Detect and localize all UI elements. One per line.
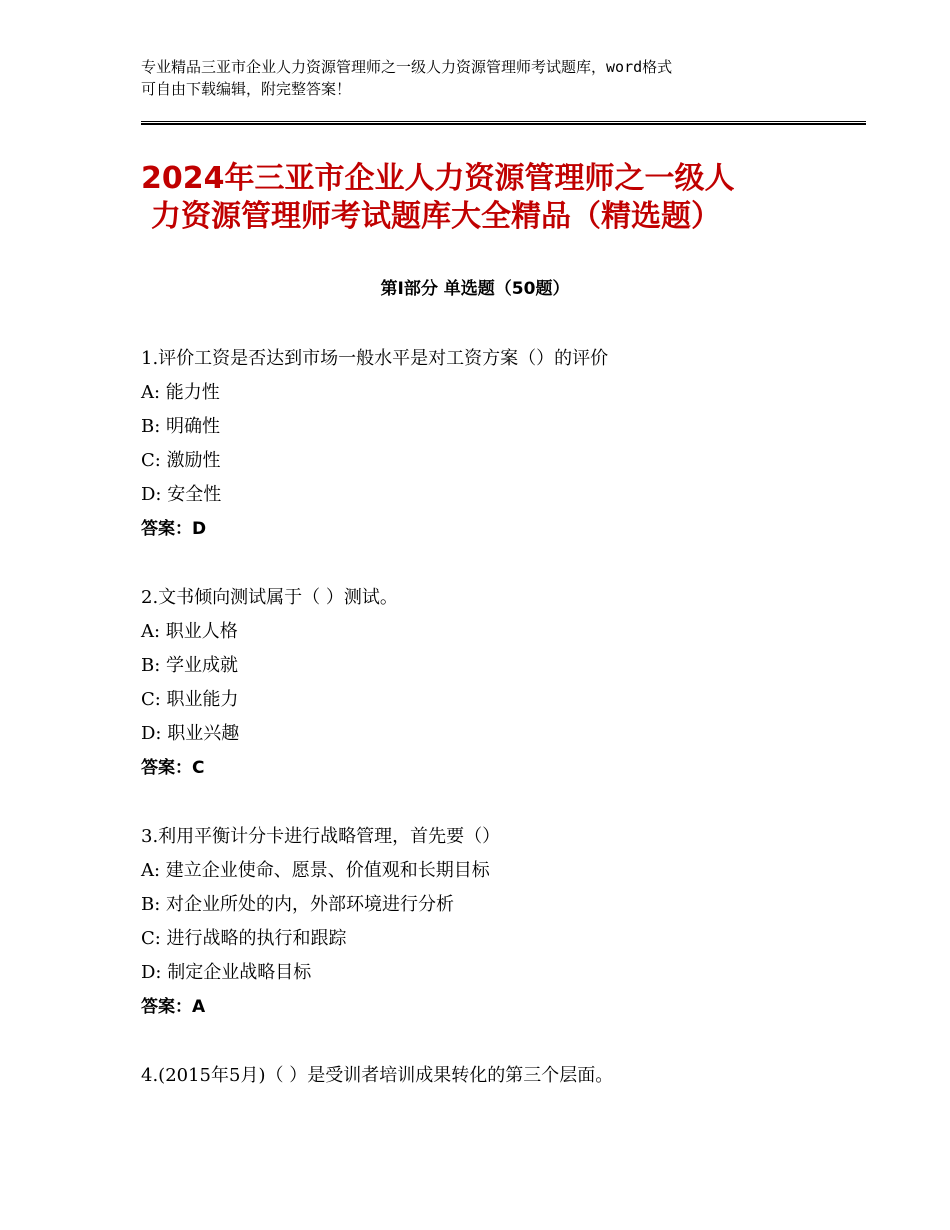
option-b: B: 对企业所处的内，外部环境进行分析 [141, 894, 455, 915]
option-d: D: 安全性 [141, 484, 222, 505]
question-4 [141, 1059, 841, 1093]
question-3 [141, 820, 841, 1024]
option-b: B: 学业成就 [141, 655, 239, 676]
document-title [141, 160, 831, 236]
document-title-line-2: 力资源管理师考试题库大全精品（精选题） [151, 199, 721, 234]
question-2 [141, 581, 841, 785]
header-note-line-2: 可自由下载编辑，附完整答案！ [141, 80, 352, 98]
option-c: C: 职业能力 [141, 689, 239, 710]
option-c: C: 激励性 [141, 450, 221, 471]
header-note [141, 56, 821, 100]
document-title-line-1: 2024年三亚市企业人力资源管理师之一级人 [141, 161, 735, 196]
option-c: C: 进行战略的执行和跟踪 [141, 928, 347, 949]
question-1 [141, 342, 841, 546]
answer-line: 答案：C [141, 758, 205, 778]
section-title: 第Ⅰ部分 单选题（50题） [380, 279, 570, 299]
question-stem: 4.(2015年5月)（ ）是受训者培训成果转化的第三个层面。 [141, 1065, 614, 1086]
question-stem: 2.文书倾向测试属于（ ）测试。 [141, 587, 398, 608]
option-a: A: 职业人格 [141, 621, 238, 642]
answer-line: 答案：D [141, 519, 207, 539]
option-d: D: 职业兴趣 [141, 723, 240, 744]
question-stem: 1.评价工资是否达到市场一般水平是对工资方案（）的评价 [141, 348, 609, 369]
question-list [141, 342, 841, 1128]
header-divider [141, 121, 866, 125]
option-d: D: 制定企业战略目标 [141, 962, 312, 983]
question-stem: 3.利用平衡计分卡进行战略管理，首先要（） [141, 826, 501, 847]
option-a: A: 建立企业使命、愿景、价值观和长期目标 [141, 860, 490, 881]
answer-line: 答案：A [141, 997, 206, 1017]
header-note-line-1: 专业精品三亚市企业人力资源管理师之一级人力资源管理师考试题库，word格式 [141, 58, 673, 76]
option-a: A: 能力性 [141, 382, 220, 403]
option-b: B: 明确性 [141, 416, 221, 437]
